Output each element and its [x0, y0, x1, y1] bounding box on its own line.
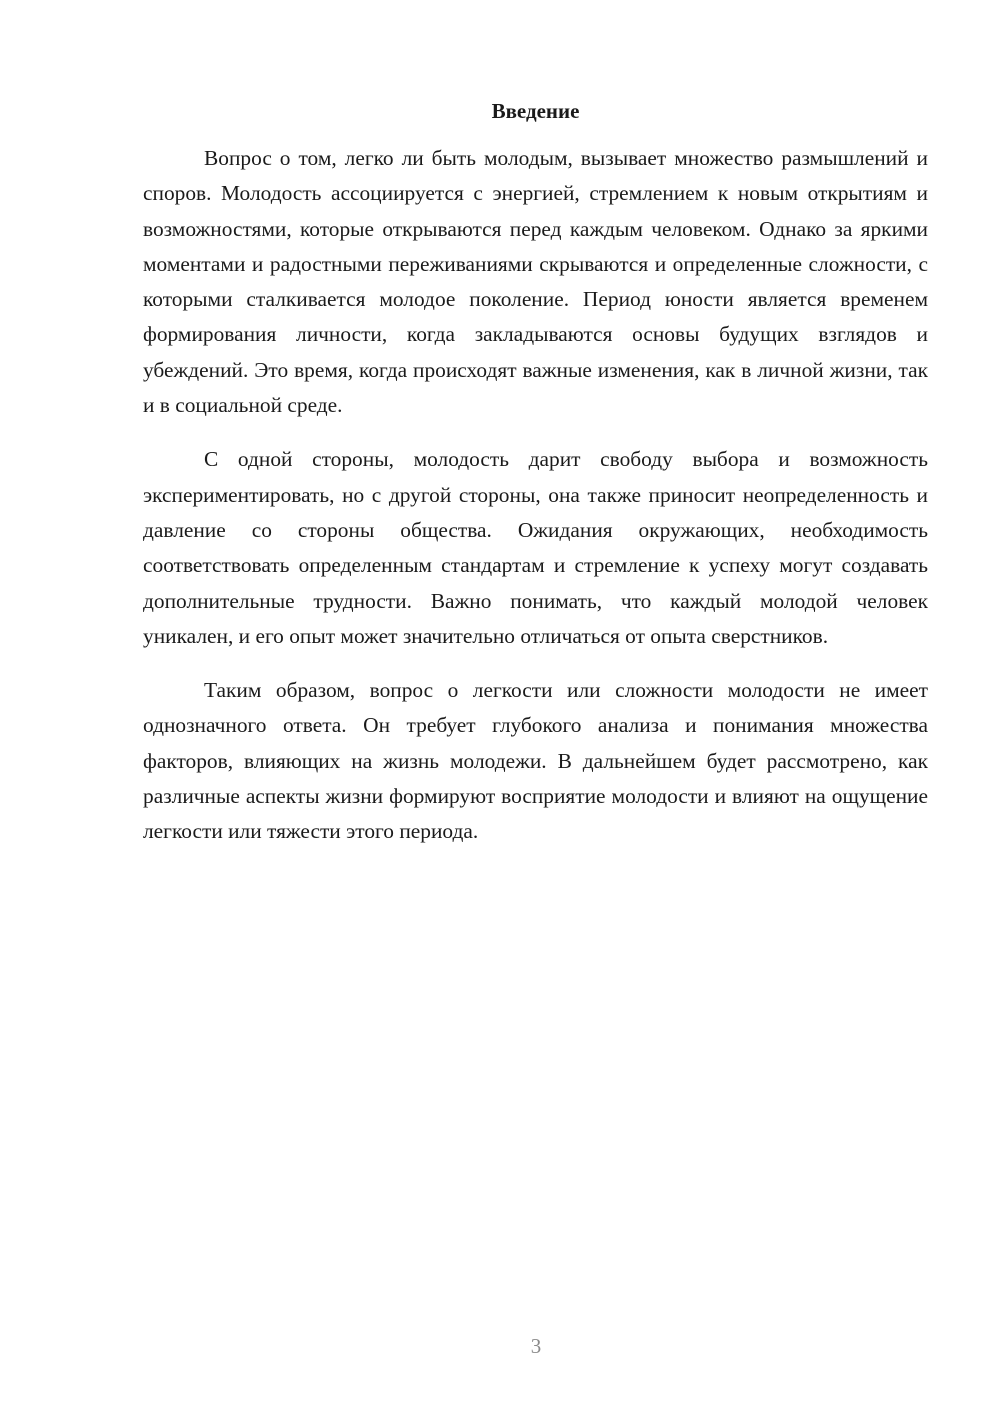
body-text: [143, 141, 928, 869]
section-title: Введение: [491, 99, 580, 123]
paragraph-1: Вопрос о том, легко ли быть молодым, вызывает множество размышлений и споров. Молодость ассоциируется с энергией, стремлением к новым открытиям и возможностями, которые открываются перед каждым человеком. Однако за яркими моментами и радостными переживаниями скрываются и определенные сложности, с которыми сталкивается молодое поколение. Период юности является временем формирования личности, когда закладываются основы будущих взглядов и убеждений. Это время, когда происходят важные изменения, как в личной жизни, так и в социальной среде.: [143, 146, 928, 418]
page-number: 3: [530, 1334, 542, 1358]
paragraph-2: С одной стороны, молодость дарит свободу выбора и возможность экспериментировать, но с другой стороны, она также приносит неопределенность и давление со стороны общества. Ожидания окружающих, необходимость соответствовать определенным стандартам и стремление к успеху могут создавать дополнительные трудности. Важно понимать, что каждый молодой человек уникален, и его опыт может значительно отличаться от опыта сверстников.: [143, 447, 928, 648]
paragraph-3: Таким образом, вопрос о легкости или сложности молодости не имеет однозначного ответа. Он требует глубокого анализа и понимания множества факторов, влияющих на жизнь молодежи. В дальнейшем будет рассмотрено, как различные аспекты жизни формируют восприятие молодости и влияют на ощущение легкости или тяжести этого периода.: [143, 678, 928, 844]
